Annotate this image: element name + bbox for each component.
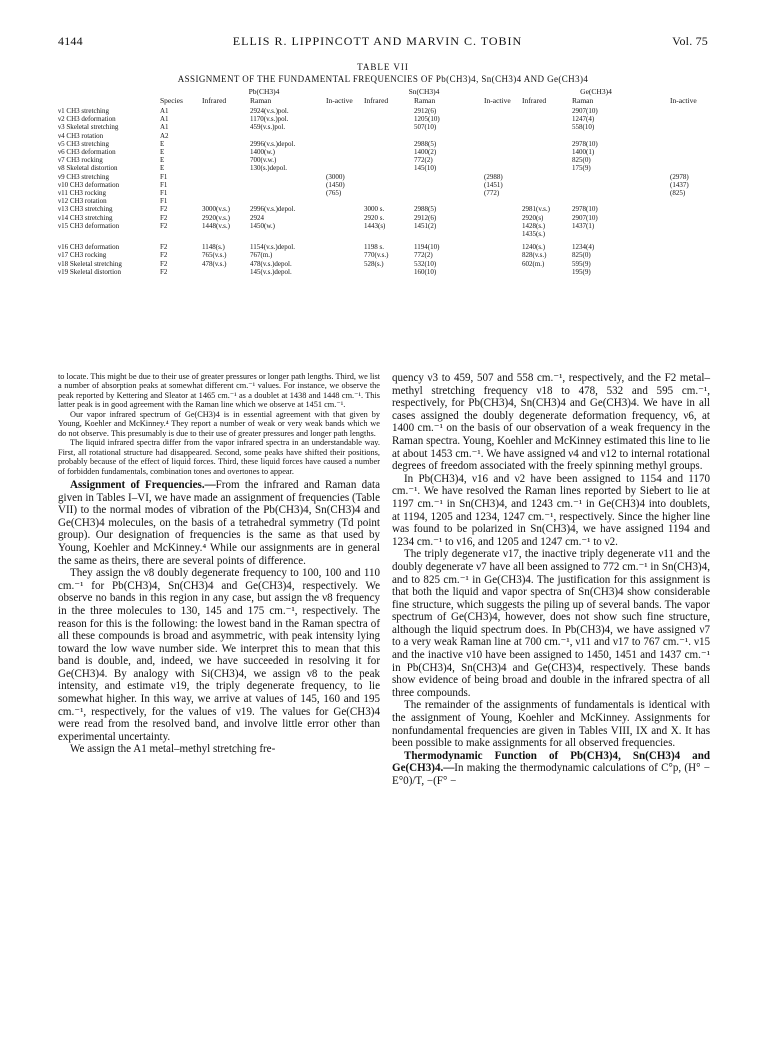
sub-header: Infrared xyxy=(522,97,547,105)
frequency-cell xyxy=(326,238,364,251)
sub-header: Raman xyxy=(572,97,594,105)
frequency-cell xyxy=(484,107,522,115)
page-number: 4144 xyxy=(58,34,83,48)
sub-header: In-active xyxy=(670,97,697,105)
mode-label-cell: ν9 CH3 stretching xyxy=(58,172,109,181)
frequency-cell xyxy=(484,132,522,140)
frequency-cell: 1435(s.) xyxy=(522,230,546,239)
species-cell: F2 xyxy=(160,259,168,268)
table-row xyxy=(58,164,710,172)
frequency-cell xyxy=(522,181,572,189)
frequency-cell xyxy=(522,123,572,131)
frequency-cell xyxy=(572,132,670,140)
frequency-cell: 175(9) xyxy=(572,164,591,173)
frequency-cell xyxy=(326,230,364,238)
table-group-header-row xyxy=(58,88,710,97)
frequency-cell xyxy=(250,230,326,238)
frequency-cell: 1170(v.s.)pol. xyxy=(250,115,289,124)
frequency-cell xyxy=(414,197,484,205)
frequency-cell: 1148(s.) xyxy=(202,243,225,252)
frequency-cell xyxy=(670,251,710,259)
frequency-cell: 2912(6) xyxy=(414,213,437,222)
frequency-cell xyxy=(522,164,572,172)
frequency-cell: 507(10) xyxy=(414,123,437,132)
frequency-cell xyxy=(484,268,522,276)
frequency-cell xyxy=(250,197,326,205)
frequency-cell: 2924 xyxy=(250,213,264,222)
volume-label: Vol. 75 xyxy=(672,34,708,48)
paragraph: The triply degenerate ν17, the inactive triply degenerate ν11 and the doubly degenerate ν7 have all been assigned to 772 cm.⁻¹ in Sn(CH3)4, and to 825 cm.⁻¹ in Ge(CH3)4. The justification for this assignment is that both the liquid and vapor spectra of Sn(CH3)4 show considerable fine structure, which suggests the piling up of several bands. The vapor spectrum of Ge(CH3)4, however, does not show such fine structure, although the liquid spectrum does. In Pb(CH3)4, we have assigned ν7 to a very weak Raman line at 700 cm.⁻¹, ν11 and ν17 to 767 cm.⁻¹. ν15 and the inactive ν10 have been assigned to 1450, 1451 and 1437 cm.⁻¹ in Pb(CH3)4, Sn(CH3)4 and Ge(CH3)4, respectively. These bands show evidence of being broad and double in the infrared spectra of all three compounds. xyxy=(392,548,710,699)
frequency-cell: 1443(s) xyxy=(364,221,386,230)
species-cell: F1 xyxy=(160,189,168,198)
frequency-cell xyxy=(202,156,250,164)
frequency-cell xyxy=(484,238,522,251)
frequency-cell: (2988) xyxy=(484,172,503,181)
frequency-cell xyxy=(326,107,364,115)
section-heading-thermodynamic: Thermodynamic Function of xyxy=(404,749,571,762)
frequency-cell xyxy=(326,214,364,222)
frequency-cell xyxy=(202,173,250,181)
left-column xyxy=(58,372,380,756)
frequency-cell xyxy=(572,181,670,189)
frequency-cell: 195(9) xyxy=(572,267,591,276)
section-paragraph: Thermodynamic Function of Pb(CH3)4, Sn(CH3)4 and Ge(CH3)4.—In making the thermodynamic calculations of C°p, (H° − E°0)/T, −(F° − xyxy=(392,749,710,787)
frequency-cell xyxy=(522,115,572,123)
mode-label-cell: ν7 CH3 rocking xyxy=(58,156,103,165)
table-row xyxy=(58,251,710,259)
table-row xyxy=(58,140,710,148)
mode-label-cell: ν16 CH3 deformation xyxy=(58,243,120,252)
frequency-cell xyxy=(414,230,484,238)
species-cell: F2 xyxy=(160,205,168,214)
mode-label-cell: ν15 CH3 deformation xyxy=(58,221,120,230)
frequency-cell: 2920 s. xyxy=(364,213,385,222)
frequency-cell xyxy=(670,214,710,222)
frequency-cell: 160(10) xyxy=(414,267,437,276)
mode-label-cell: ν13 CH3 stretching xyxy=(58,205,113,214)
mode-label-cell: ν12 CH3 rotation xyxy=(58,197,107,206)
frequency-cell xyxy=(364,164,414,172)
frequency-cell xyxy=(326,260,364,268)
frequency-cell xyxy=(202,132,250,140)
frequency-cell: 1451(2) xyxy=(414,221,437,230)
sub-header: Raman xyxy=(414,97,436,105)
frequency-cell xyxy=(414,181,484,189)
species-cell: F1 xyxy=(160,197,168,206)
frequency-cell xyxy=(670,148,710,156)
frequency-cell: 1400(1) xyxy=(572,148,595,157)
frequency-cell xyxy=(364,197,414,205)
frequency-cell xyxy=(326,123,364,131)
frequency-cell xyxy=(202,268,250,276)
species-cell: A2 xyxy=(160,131,169,140)
frequency-cell xyxy=(670,197,710,205)
frequency-cell xyxy=(326,251,364,259)
frequency-cell: 772(2) xyxy=(414,156,433,165)
frequency-cell: 825(0) xyxy=(572,156,591,165)
frequency-cell xyxy=(364,173,414,181)
table-row xyxy=(58,189,710,197)
species-cell: E xyxy=(160,156,165,165)
frequency-cell xyxy=(364,189,414,197)
table-row xyxy=(58,181,710,189)
frequency-cell: 1198 s. xyxy=(364,243,384,252)
mode-label-cell: ν18 Skeletal stretching xyxy=(58,259,122,268)
frequency-cell xyxy=(326,132,364,140)
paragraph: In Pb(CH3)4, ν16 and ν2 have been assigned to 1154 and 1170 cm.⁻¹. We have resolved the Raman lines reported by Siebert to lie at 1197 cm.⁻¹ in Sn(CH3)4, and 1243 cm.⁻¹ in Ge(CH3)4 into doublets, at 1194, 1205 and 1234, 1247 cm.⁻¹, respectively. Since the higher line was found to be polarized in Sn(CH3)4, we have assigned 1194 and 1234 cm.⁻¹ to ν16, and 1205 and 1247 cm.⁻¹ to ν2. xyxy=(392,472,710,548)
group-header-ge: Ge(CH3)4 xyxy=(522,88,670,97)
frequency-cell xyxy=(670,268,710,276)
paragraph: quency ν3 to 459, 507 and 558 cm.⁻¹, respectively, and the F2 metal–methyl stretching frequency ν18 to 478, 532 and 595 cm.⁻¹, respectively, for Pb(CH3)4, Sn(CH3)4 and Ge(CH3)4. We have in all cases assigned the doubly degenerate deformation frequency, ν6, at 1400 cm.⁻¹ on the basis of our observation of a weak frequency in the Raman spectra. Young, Koehler and McKinney estimated this line to lie at about 1453 cm.⁻¹. We have assigned ν4 and ν12 to internal rotational degrees of freedom associated with the freely spinning methyl groups. xyxy=(392,372,710,473)
frequency-cell xyxy=(202,181,250,189)
section-paragraph: Assignment of Frequencies.—From the infrared and Raman data given in Tables I–VI, we have made an assignment of frequencies (Table VII) to the normal modes of vibration of the Pb(CH3)4, Sn(CH3)4 and Ge(CH3)4 molecules, on the basis of a tetrahedral symmetry (Td point group). Our designation of frequencies is the same as that used by Young, Koehler and McKinney.⁴ While our assignments are in general the same as theirs, there are several points of difference. xyxy=(58,478,381,567)
table-row xyxy=(58,260,710,268)
frequency-cell: (2978) xyxy=(670,172,689,181)
frequency-cell xyxy=(670,140,710,148)
species-cell xyxy=(160,230,202,238)
mode-label-cell: ν6 CH3 deformation xyxy=(58,148,116,157)
frequency-cell: (1451) xyxy=(484,180,503,189)
mode-label-cell: ν1 CH3 stretching xyxy=(58,107,109,115)
frequency-cell xyxy=(326,205,364,213)
frequency-cell xyxy=(670,132,710,140)
running-authors: ELLIS R. LIPPINCOTT AND MARVIN C. TOBIN xyxy=(232,34,523,48)
frequency-cell xyxy=(670,156,710,164)
species-cell: F2 xyxy=(160,221,168,230)
frequency-cell xyxy=(202,123,250,131)
frequency-cell xyxy=(572,173,670,181)
frequency-cell: 2988(5) xyxy=(414,139,437,148)
table-row xyxy=(58,173,710,181)
mode-label-cell: ν3 Skeletal stretching xyxy=(58,123,119,132)
frequency-cell xyxy=(202,230,250,238)
frequency-cell: 1194(10) xyxy=(414,243,440,252)
frequency-cell xyxy=(364,140,414,148)
frequency-cell: 145(v.s.)depol. xyxy=(250,267,292,276)
frequency-cell: 825(0) xyxy=(572,251,591,260)
frequency-cell xyxy=(364,230,414,238)
paragraph: The liquid infrared spectra differ from the vapor infrared spectra in an understandable way. First, all rotational structure had disappeared. Second, some peaks have shifted their positions, probably because of the effect of liquid forces. Third, these liquid forces have caused a number of forbidden fundamentals, combination tones and overtones to appear. xyxy=(58,438,380,476)
species-cell: E xyxy=(160,139,165,148)
frequency-cell xyxy=(326,197,364,205)
frequency-cell: 2996(v.s.)depol. xyxy=(250,139,296,148)
frequency-cell xyxy=(670,164,710,172)
table-row xyxy=(58,230,710,238)
frequency-cell xyxy=(202,189,250,197)
species-cell: F2 xyxy=(160,243,168,252)
table-sub-header-row xyxy=(58,97,710,107)
frequency-cell: 2912(6) xyxy=(414,107,437,115)
frequency-cell xyxy=(572,189,670,197)
frequency-cell xyxy=(364,181,414,189)
frequency-cell: 828(v.s.) xyxy=(522,251,547,260)
frequency-cell: 2920(s) xyxy=(522,213,544,222)
frequency-cell: (1437) xyxy=(670,180,689,189)
frequency-cell: 1437(1) xyxy=(572,221,595,230)
sub-header: In-active xyxy=(484,97,511,105)
frequency-cell xyxy=(202,164,250,172)
mode-label-cell: ν8 Skeletal distortion xyxy=(58,164,118,173)
frequency-cell xyxy=(326,140,364,148)
frequency-cell: 478(v.s.)depol. xyxy=(250,259,292,268)
frequency-cell xyxy=(326,115,364,123)
frequency-cell: 2907(10) xyxy=(572,107,598,115)
frequency-cell xyxy=(484,156,522,164)
table-row xyxy=(58,115,710,123)
frequency-cell xyxy=(572,230,670,238)
table-row xyxy=(58,107,710,115)
sub-header: Infrared xyxy=(364,97,389,105)
left-small-text xyxy=(58,372,380,476)
species-cell: F1 xyxy=(160,172,168,181)
sub-header: Raman xyxy=(250,97,272,105)
frequency-cell: 3000(v.s.) xyxy=(202,205,230,214)
mode-label-cell: ν5 CH3 stretching xyxy=(58,139,109,148)
frequency-cell: 1428(s.) xyxy=(522,221,546,230)
frequency-cell xyxy=(414,189,484,197)
frequency-cell xyxy=(522,268,572,276)
frequency-cell xyxy=(484,205,522,213)
frequency-cell xyxy=(414,132,484,140)
frequency-cell: 1400(2) xyxy=(414,148,437,157)
left-body-text xyxy=(58,479,380,756)
frequency-cell xyxy=(364,132,414,140)
frequency-cell xyxy=(484,197,522,205)
table-row xyxy=(58,205,710,213)
frequency-cell xyxy=(364,156,414,164)
frequency-cell: (1450) xyxy=(326,180,345,189)
frequency-cell: 1234(4) xyxy=(572,243,595,252)
frequency-cell: (765) xyxy=(326,189,342,198)
frequency-cell: 1154(v.s.)depol. xyxy=(250,243,295,252)
frequency-cell: 130(s.)depol. xyxy=(250,164,287,173)
table-number: TABLE VII xyxy=(357,62,409,72)
frequency-cell: 532(10) xyxy=(414,259,437,268)
right-body-text xyxy=(392,372,710,788)
frequency-cell xyxy=(326,164,364,172)
frequency-cell xyxy=(522,107,572,115)
table-row xyxy=(58,214,710,222)
frequency-cell: (825) xyxy=(670,189,686,198)
frequency-cell xyxy=(572,197,670,205)
frequency-cell: 767(m.) xyxy=(250,251,273,260)
frequency-cell xyxy=(522,173,572,181)
table-row xyxy=(58,222,710,230)
frequency-cell xyxy=(670,238,710,251)
frequency-cell: (772) xyxy=(484,189,500,198)
frequency-cell xyxy=(522,140,572,148)
frequency-cell: 2988(5) xyxy=(414,205,437,214)
table-row xyxy=(58,268,710,276)
frequency-cell xyxy=(484,140,522,148)
frequency-cell: 2920(v.s.) xyxy=(202,213,230,222)
frequency-cell xyxy=(364,107,414,115)
group-header-sn: Sn(CH3)4 xyxy=(364,88,484,97)
frequency-cell xyxy=(522,189,572,197)
table-row xyxy=(58,156,710,164)
frequency-cell: 772(2) xyxy=(414,251,433,260)
table-title: ASSIGNMENT OF THE FUNDAMENTAL FREQUENCIES OF Pb(CH3)4, Sn(CH3)4 AND Ge(CH3)4 xyxy=(177,74,589,84)
frequency-cell xyxy=(414,173,484,181)
paragraph: We assign the A1 metal–methyl stretching fre- xyxy=(70,743,276,756)
frequency-cell xyxy=(326,156,364,164)
frequency-cell xyxy=(250,173,326,181)
frequency-cell xyxy=(364,148,414,156)
frequency-cell: 595(9) xyxy=(572,259,591,268)
frequency-cell xyxy=(326,148,364,156)
frequency-cell: 1240(s.) xyxy=(522,243,546,252)
mode-label-cell: ν14 CH3 stretching xyxy=(58,213,113,222)
table-row xyxy=(58,148,710,156)
paragraph: The remainder of the assignments of fundamentals is identical with the assignment of Young, Koehler and McKinney. Assignments for nonfundamental frequencies are given in Tables VIII, IX and X. It has been possible to make assignments for all observed frequencies. xyxy=(392,699,710,750)
frequency-cell xyxy=(326,268,364,276)
table-row xyxy=(58,123,710,131)
frequency-cell xyxy=(202,107,250,115)
frequency-cell: 1247(4) xyxy=(572,115,595,124)
frequency-cell: 2907(10) xyxy=(572,213,598,222)
frequency-cell: 1448(v.s.) xyxy=(202,221,230,230)
frequency-cell xyxy=(250,132,326,140)
frequency-cell xyxy=(484,222,522,230)
frequency-cell xyxy=(670,115,710,123)
frequency-cell: 765(v.s.) xyxy=(202,251,227,260)
frequency-cell: 459(v.s.)pol. xyxy=(250,123,286,132)
species-cell: E xyxy=(160,148,165,157)
species-cell: A1 xyxy=(160,107,169,115)
frequency-cell xyxy=(522,197,572,205)
frequency-cell: 700(v.w.) xyxy=(250,156,277,165)
paragraph: Our vapor infrared spectrum of Ge(CH3)4 is in essential agreement with that given by Young, Koehler and McKinney.⁴ They report a number of weak or very weak bands which we do not observe. This presumably is due to their use of greater pressures and longer path lengths. xyxy=(58,409,380,438)
frequency-cell xyxy=(484,230,522,238)
frequency-cell xyxy=(522,148,572,156)
frequency-cell xyxy=(364,268,414,276)
species-cell: E xyxy=(160,164,165,173)
running-header xyxy=(58,34,708,49)
frequency-cell xyxy=(484,214,522,222)
frequency-cell xyxy=(670,222,710,230)
frequency-cell xyxy=(484,148,522,156)
frequency-cell xyxy=(522,132,572,140)
section-heading-assignment: Assignment of Frequencies.— xyxy=(70,478,216,491)
species-cell: A1 xyxy=(160,115,169,124)
frequency-cell xyxy=(484,123,522,131)
frequency-table xyxy=(58,88,710,276)
frequency-cell xyxy=(670,230,710,238)
frequency-cell xyxy=(670,123,710,131)
frequency-cell xyxy=(202,140,250,148)
mode-label-cell: ν4 CH3 rotation xyxy=(58,131,104,140)
frequency-cell: 1400(w.) xyxy=(250,148,276,157)
frequency-cell: 528(s.) xyxy=(364,259,384,268)
species-cell: F2 xyxy=(160,213,168,222)
table-row xyxy=(58,132,710,140)
frequency-cell xyxy=(250,181,326,189)
table-row xyxy=(58,238,710,251)
sub-header: Infrared xyxy=(202,97,227,105)
frequency-cell xyxy=(484,164,522,172)
paragraph: They assign the ν8 doubly degenerate frequency to 100, 100 and 110 cm.⁻¹ for Pb(CH3)4, Sn(CH3)4 and Ge(CH3)4, respectively. We observe no bands in this region in any case, but assign the ν8 frequency in the three molecules to 130, 145 and 175 cm.⁻¹, respectively. The reason for this is the following: the lowest band in the Raman spectra of all these compounds is broad and asymmetric, with peak intensity lying toward the low wave number side. We interpret this to mean that this band is double, and, indeed, we have succeeded in resolving it for Ge(CH3)4. By analogy with Si(CH3)4, we assign ν8 to the peak intensity, and estimate ν19, the triply degenerate frequency, to lie somewhat higher. In this way, we arrive at values of 145, 160 and 195 cm.⁻¹, respectively, for the values of ν19. The values for Ge(CH3)4 were read from the resolved band, and involve little error other than experimental uncertainty. xyxy=(58,567,380,743)
frequency-cell xyxy=(484,115,522,123)
frequency-cell: 2996(v.s.)depol. xyxy=(250,205,296,214)
frequency-cell: 478(v.s.) xyxy=(202,259,227,268)
table-row xyxy=(58,197,710,205)
frequency-cell: 3000 s. xyxy=(364,205,385,214)
paragraph: to locate. This might be due to their use of greater pressures or longer path lengths. Third, we list a number of absorption peaks at somewhat different cm.⁻¹ values. For instance, we observe the peak reported by Kettering and Sleator at 1465 cm.⁻¹ as a doublet at 1438 and 1448 cm.⁻¹. This latter peak is in good agreement with the Raman line which we observe at 1451 cm.⁻¹. xyxy=(58,372,380,410)
frequency-cell xyxy=(522,156,572,164)
frequency-cell: 1450(w.) xyxy=(250,221,276,230)
frequency-cell xyxy=(202,197,250,205)
species-cell: F2 xyxy=(160,251,168,260)
group-header-pb: Pb(CH3)4 xyxy=(202,88,326,97)
frequency-cell xyxy=(364,123,414,131)
frequency-cell xyxy=(326,222,364,230)
frequency-cell: 2981(v.s.) xyxy=(522,205,550,214)
frequency-cell: 558(10) xyxy=(572,123,595,132)
sub-header: In-active xyxy=(326,97,353,105)
frequency-cell xyxy=(364,115,414,123)
mode-label-cell: ν2 CH3 deformation xyxy=(58,115,116,124)
frequency-cell xyxy=(202,115,250,123)
frequency-cell xyxy=(202,148,250,156)
mode-label-cell: ν19 Skeletal distortion xyxy=(58,267,122,276)
species-cell: F1 xyxy=(160,180,168,189)
frequency-cell xyxy=(670,205,710,213)
frequency-cell: (3000) xyxy=(326,172,345,181)
frequency-cell: 602(m.) xyxy=(522,259,545,268)
frequency-cell: 2978(10) xyxy=(572,205,598,214)
sub-header: Species xyxy=(160,97,183,105)
frequency-cell xyxy=(484,260,522,268)
frequency-cell xyxy=(670,260,710,268)
frequency-cell xyxy=(250,189,326,197)
species-cell: F2 xyxy=(160,267,168,276)
species-cell: A1 xyxy=(160,123,169,132)
mode-label-cell: ν10 CH3 deformation xyxy=(58,180,120,189)
right-column xyxy=(392,372,710,788)
mode-label-cell: ν17 CH3 rocking xyxy=(58,251,107,260)
frequency-cell: 2924(v.s.)pol. xyxy=(250,107,289,115)
frequency-cell: 2978(10) xyxy=(572,139,598,148)
frequency-cell xyxy=(484,251,522,259)
mode-label-cell: ν11 CH3 rocking xyxy=(58,189,107,198)
frequency-cell: 145(10) xyxy=(414,164,437,173)
frequency-cell: 1205(10) xyxy=(414,115,440,124)
frequency-cell: 770(v.s.) xyxy=(364,251,389,260)
mode-label-cell xyxy=(58,230,160,238)
frequency-cell xyxy=(670,107,710,115)
